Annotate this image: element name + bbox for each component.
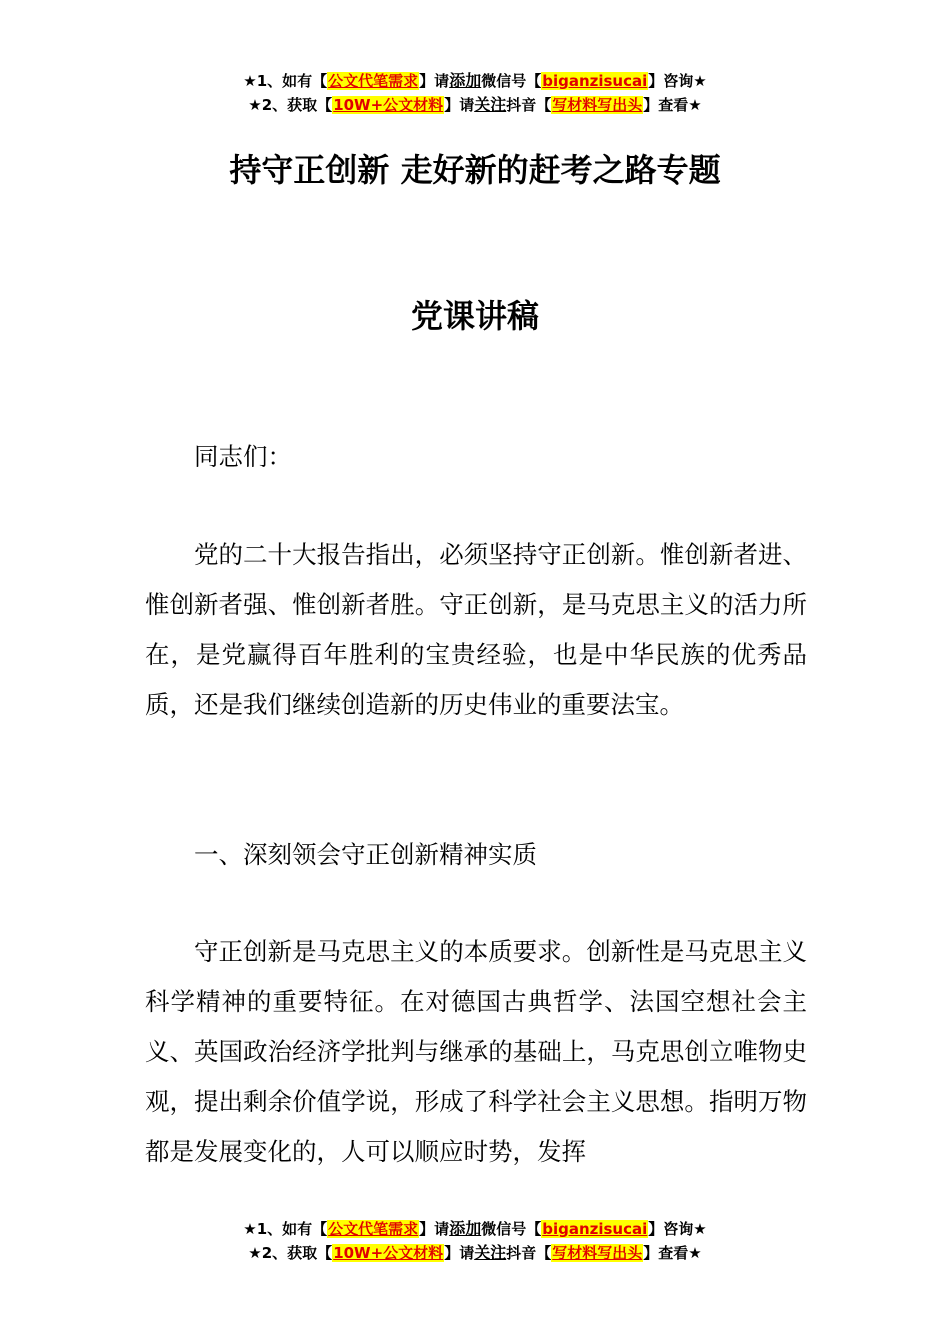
paragraph-block-2	[145, 927, 807, 1177]
banner-text: ★2、获取【	[248, 96, 333, 114]
section-heading-block-1	[145, 830, 807, 880]
banner-text: 微信号【	[481, 72, 542, 90]
banner-text: 抖音【	[506, 96, 552, 114]
section-heading-1: 一、深刻领会守正创新精神实质	[194, 840, 537, 869]
paragraph-block-1	[145, 530, 807, 730]
banner-highlight-materials: 10W+公文材料	[333, 96, 444, 114]
document-title-line-1: 持守正创新 走好新的赶考之路专题	[229, 151, 721, 189]
banner-highlight-wechat-id: biganzisucai	[542, 72, 648, 90]
banner-text: 】咨询★	[648, 72, 707, 90]
banner-text: 】请	[444, 96, 475, 114]
banner-text: ★1、如有【	[243, 1220, 328, 1238]
banner-text: ★2、获取【	[248, 1244, 333, 1262]
footer-banner-line-1	[0, 1217, 950, 1241]
salutation: 同志们：	[194, 442, 292, 471]
banner-text: 】请	[419, 1220, 450, 1238]
document-title-line-2: 党课讲稿	[410, 297, 539, 335]
banner-highlight-service: 公文代笔需求	[328, 72, 419, 90]
banner-line-2	[0, 93, 950, 117]
footer-banner	[0, 1217, 950, 1265]
banner-line-1	[0, 69, 950, 93]
banner-highlight-wechat-id: biganzisucai	[542, 1220, 648, 1238]
banner-highlight-materials: 10W+公文材料	[333, 1244, 444, 1262]
banner-underlined-follow: 关注	[474, 95, 507, 114]
banner-text: 】咨询★	[648, 1220, 707, 1238]
banner-underlined-follow: 关注	[474, 1243, 507, 1262]
banner-highlight-service: 公文代笔需求	[328, 1220, 419, 1238]
banner-text: 抖音【	[506, 1244, 552, 1262]
banner-underlined-add: 添加	[449, 71, 482, 90]
banner-text: ★1、如有【	[243, 72, 328, 90]
banner-text: 微信号【	[481, 1220, 542, 1238]
banner-text: 】查看★	[643, 1244, 702, 1262]
banner-highlight-douyin: 写材料写出头	[552, 96, 643, 114]
banner-text: 】请	[419, 72, 450, 90]
footer-banner-line-2	[0, 1241, 950, 1265]
salutation-block	[145, 432, 807, 482]
banner-highlight-douyin: 写材料写出头	[552, 1244, 643, 1262]
banner-underlined-add: 添加	[449, 1219, 482, 1238]
header-banner	[0, 69, 950, 117]
body-paragraph-2: 守正创新是马克思主义的本质要求。创新性是马克思主义科学精神的重要特征。在对德国古典哲学、法国空想社会主义、英国政治经济学批判与继承的基础上，马克思创立唯物史观，提出剩余价值学说，形成了科学社会主义思想。指明万物都是发展变化的，人可以顺应时势，发挥	[145, 937, 807, 1166]
banner-text: 】请	[444, 1244, 475, 1262]
banner-text: 】查看★	[643, 96, 702, 114]
body-paragraph-1: 党的二十大报告指出，必须坚持守正创新。惟创新者进、惟创新者强、惟创新者胜。守正创新，是马克思主义的活力所在，是党赢得百年胜利的宝贵经验，也是中华民族的优秀品质，还是我们继续创造新的历史伟业的重要法宝。	[145, 540, 807, 719]
